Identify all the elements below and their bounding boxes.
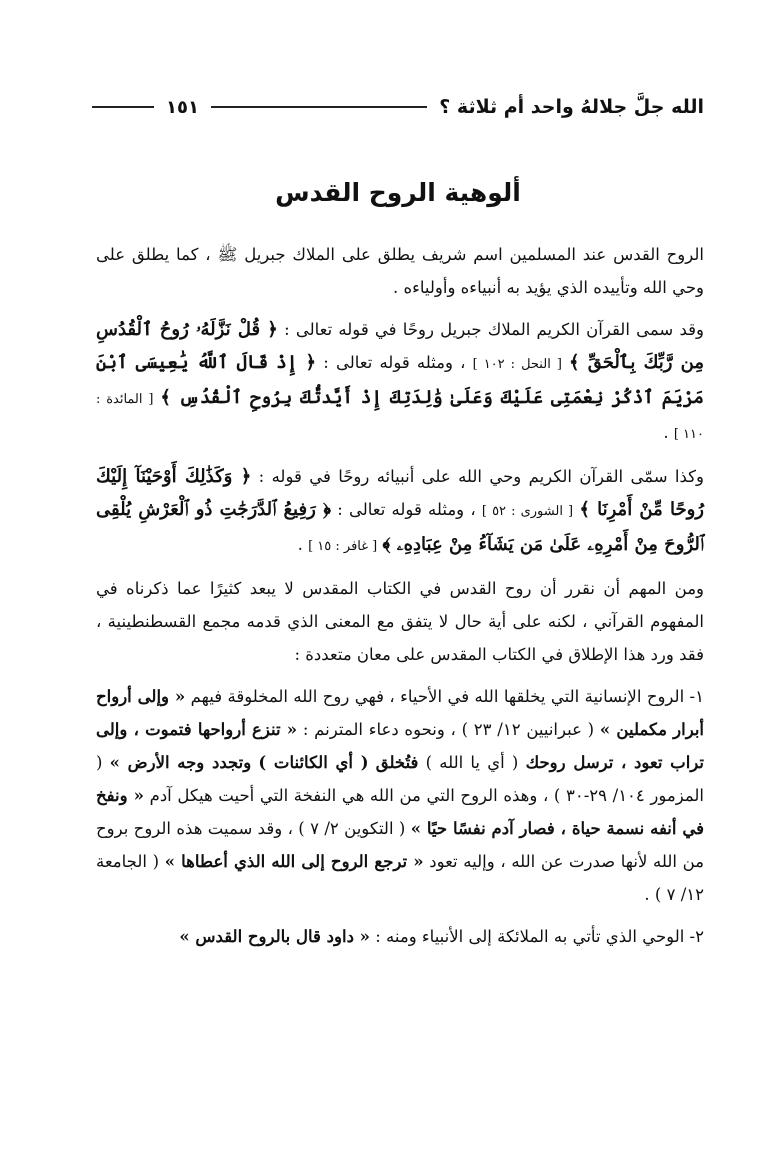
verse-reference: [ الشورى : ٥٢ ] <box>481 504 574 519</box>
paragraph-text: ، ومثله قوله تعالى : <box>337 500 476 519</box>
paragraph-1 <box>96 238 704 304</box>
paragraph-text: ( المزمور ١٠٤/ ٢٩-٣٠ ) ، وهذه الروح التي من الله هي النفخة التي أحيت هيكل آدم <box>96 753 704 805</box>
paragraph-text: ( أي الكائنات ) <box>258 753 369 772</box>
header-rule <box>211 106 427 108</box>
paragraph-text: ومن المهم أن نقرر أن روح القدس في الكتاب المقدس لا يبعد كثيرًا عما ذكرناه في المفهوم القرآني ، لكنه على أية حال لا يتفق مع المعنى الذي قدمه مجمع القسطنطينية ، فقد ورد هذا الإطلاق في الكتاب المقدس على معان متعددة : <box>96 579 704 664</box>
paragraph-text: ١- الروح الإنسانية التي يخلقها الله في الأحياء ، فهي روح الله المخلوقة فيهم <box>190 687 705 706</box>
page-number: ١٥١ <box>166 96 199 118</box>
bible-quote: « تنزع أرواحها فتموت ، وإلى تراب تعود ، ترسل روحك <box>96 720 704 772</box>
paragraph-3 <box>96 460 704 563</box>
quran-verse: ﴿ رَفِيعُ ٱلدَّرَجَٰتِ ذُو ٱلْعَرْشِ يُلْقِى ٱلرُّوحَ مِنْ أَمْرِهِۦ عَلَىٰ مَن يَشَآءُ مِنْ عِبَادِهِۦ ﴾ <box>96 499 704 555</box>
paragraph-text: ( عبرانيين ١٢/ ٢٣ ) ، ونحوه دعاء المترنم : <box>302 720 595 739</box>
paragraph-text: ( أي يا الله ) <box>425 753 519 772</box>
paragraph-text: . <box>297 535 303 554</box>
bible-quote: « ونفخ في أنفه نسمة حياة ، فصار آدم نفسًا حيًا » <box>96 786 704 838</box>
header-rule-end <box>92 106 154 108</box>
quran-verse: ﴿ قُلْ نَزَّلَهُۥ رُوحُ ٱلْقُدُسِ مِن رَّبِّكَ بِٱلْحَقِّ ﴾ <box>96 319 704 373</box>
paragraph-4 <box>96 572 704 671</box>
bible-quote: « ترجع الروح إلى الله الذي أعطاها » <box>164 852 424 871</box>
bible-quote: فتُخلق <box>375 753 419 772</box>
paragraph-2 <box>96 313 704 451</box>
paragraph-text: الروح القدس عند المسلمين اسم شريف يطلق على الملاك جبريل ﷺ ، كما يطلق على وحي الله وتأييده الذي يؤيد به أنبياءه وأولياءه . <box>96 245 704 297</box>
paragraph-text: . <box>663 423 669 442</box>
quran-verse: ﴿ إِذْ قَالَ ٱللَّهُ يَٰعِيسَى ٱبْنَ مَرْيَمَ ٱذْكُرْ نِعْمَتِى عَلَيْكَ وَعَلَىٰ وَٰلِدَتِكَ إِذْ أَيَّدتُّكَ بِرُوحِ ٱلْقُدُسِ ﴾ <box>96 352 704 408</box>
paragraph-6 <box>96 920 704 953</box>
paragraph-text: ( الجامعة ١٢/ ٧ ) . <box>96 852 704 904</box>
running-title: الله جلَّ جلالهُ واحد أم ثلاثة ؟ <box>439 96 704 118</box>
paragraph-5 <box>96 680 704 911</box>
verse-reference: [ غافر : ١٥ ] <box>308 539 378 554</box>
bible-quote: « وإلى أرواح أبرار مكملين » <box>96 687 704 739</box>
body-text <box>96 238 704 953</box>
paragraph-text: وقد سمى القرآن الكريم الملاك جبريل روحًا في قوله تعالى : <box>284 320 704 339</box>
bible-quote: وتجدد وجه الأرض » <box>109 753 252 772</box>
paragraph-text: ، ومثله قوله تعالى : <box>323 353 466 372</box>
paragraph-text: ٢- الوحي الذي تأتي به الملائكة إلى الأنبياء ومنه : <box>375 927 704 946</box>
verse-reference: [ المائدة : ١١٠ ] <box>96 392 704 442</box>
paragraph-text: وكذا سمّى القرآن الكريم وحي الله على أنبيائه روحًا في قوله : <box>258 467 705 486</box>
section-title: ألوهية الروح القدس <box>275 178 521 207</box>
quran-verse: ﴿ وَكَذَٰلِكَ أَوْحَيْنَآ إِلَيْكَ رُوحًا مِّنْ أَمْرِنَا ﴾ <box>96 466 704 520</box>
paragraph-text: ( التكوين ٢/ ٧ ) ، وقد سميت هذه الروح بروح من الله لأنها صدرت عن الله ، وإليه تعود <box>96 819 705 871</box>
running-header <box>92 92 704 122</box>
verse-reference: [ النحل : ١٠٢ ] <box>472 357 562 372</box>
bible-quote: « داود قال بالروح القدس » <box>179 927 370 946</box>
